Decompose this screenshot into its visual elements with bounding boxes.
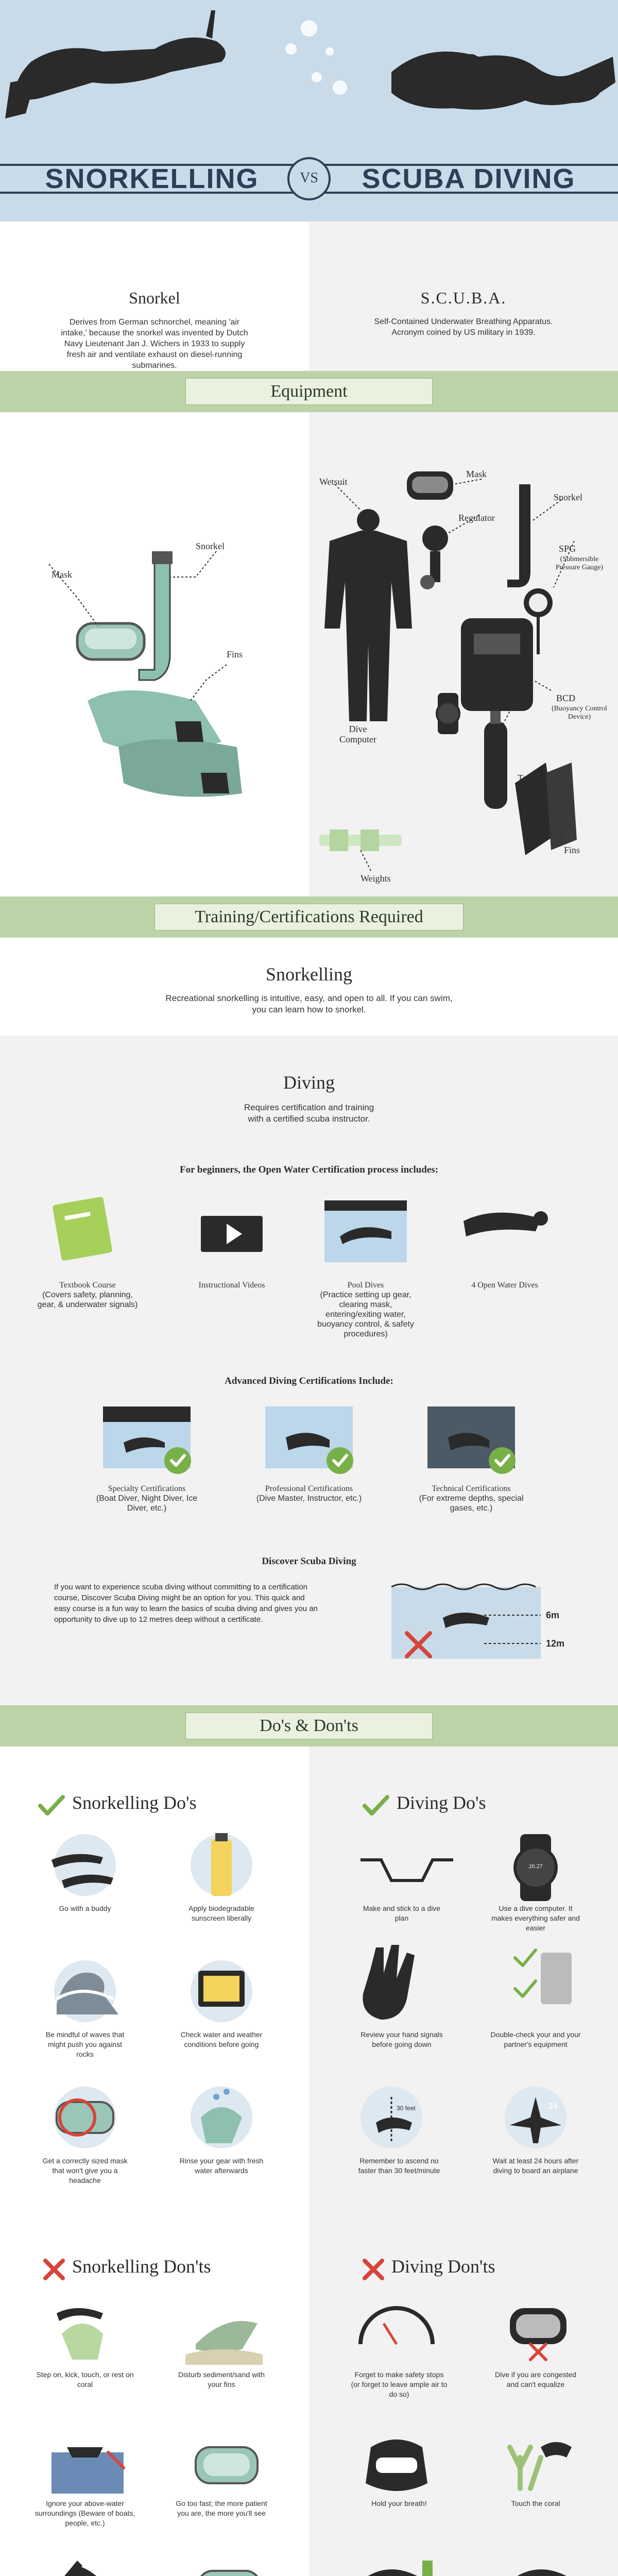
snorkel-donts-title: Snorkelling Don'ts xyxy=(72,2256,211,2277)
training-banner xyxy=(0,896,618,938)
arms-swim-icon xyxy=(52,2561,118,2576)
ascent-rate-label: 30 feet xyxy=(397,2105,416,2112)
take-nothing-icon xyxy=(510,2569,576,2576)
step-2-label: Instructional Videos xyxy=(198,1281,265,1290)
bcd-sub-label: (Buoyancy Control Device) xyxy=(552,705,607,721)
wait-hours-label: 24 xyxy=(548,2102,558,2111)
diving-dos-title: Diving Do's xyxy=(397,1792,486,1813)
bcd-label: BCD xyxy=(556,693,576,703)
adv-2-label: Professional Certifications xyxy=(265,1484,353,1493)
snorkel-dont-3: Ignore your above-water surroundings (Beware of boats, people, etc.) xyxy=(35,2499,135,2527)
diving-do-4: Double-check your and your partner's equipment xyxy=(490,2030,581,2048)
snorkel-dont-1: Step on, kick, touch, or rest on coral xyxy=(36,2370,134,2388)
scuba-mask-icon xyxy=(407,471,453,500)
adv-3-sub: (For extreme depths, special gases, etc.) xyxy=(419,1494,524,1513)
depth-diagram xyxy=(391,1571,597,1664)
title-snorkelling: SNORKELLING xyxy=(45,163,259,194)
equipment-section xyxy=(0,412,618,896)
snorkel-dont-2: Disturb sediment/sand with your fins xyxy=(178,2370,265,2388)
hand-signal-icon xyxy=(363,1945,415,2020)
snorkel-icon xyxy=(139,551,173,680)
congested-mask-icon xyxy=(510,2308,566,2360)
discover-heading: Discover Scuba Diving xyxy=(262,1556,356,1567)
snorkel-do-1: Go with a buddy xyxy=(59,1904,111,1912)
training-diving-section xyxy=(0,1036,618,1705)
ascend-icon xyxy=(360,2087,422,2148)
rinse-gear-icon xyxy=(191,2087,252,2148)
adv-3-label: Technical Certifications xyxy=(432,1484,511,1493)
equipment-heading: Equipment xyxy=(270,382,348,401)
snorkel-definition: Derives from German schnorchel, meaning 'air intake,' because the snorkel was invented by Dutch Navy Lieutenant Jan J. Wichers in 1933 to supply fresh air and ventilate exhaust on diesel-running submarines. xyxy=(61,318,248,370)
weather-icon xyxy=(191,1960,252,2022)
dive-computer-label: Dive Computer xyxy=(339,724,376,744)
boat-icon xyxy=(52,2447,124,2494)
equipment-banner xyxy=(0,371,618,412)
advanced-heading: Advanced Diving Certifications Include: xyxy=(225,1376,393,1386)
step-4 xyxy=(453,1280,556,1290)
scuba-snorkel-icon xyxy=(507,484,530,587)
coral-step-icon xyxy=(57,2308,103,2360)
diving-dont-3: Hold your breath! xyxy=(371,2499,427,2507)
weights-label: Weights xyxy=(360,873,391,884)
diving-dont-1: Forget to make safety stops (or forget to leave ample air to do so) xyxy=(351,2370,448,2398)
diving-donts-x-icon xyxy=(360,2257,386,2282)
sediment-icon xyxy=(185,2321,263,2365)
title-scuba-diving: SCUBA DIVING xyxy=(362,163,576,194)
steps-icons xyxy=(0,1190,618,1273)
textbook-icon xyxy=(52,1196,113,1261)
title-vs: VS xyxy=(300,170,318,186)
diving-donts-title: Diving Don'ts xyxy=(391,2256,495,2277)
pool-dive-icon xyxy=(324,1200,407,1262)
dos-donts-banner xyxy=(0,1705,618,1747)
snorkel-dos-title: Snorkelling Do's xyxy=(72,1792,197,1813)
diving-do-2: Use a dive computer. It makes everything safer and easier xyxy=(491,1904,580,1932)
bcd-icon xyxy=(461,618,533,711)
tank-icon xyxy=(484,711,507,809)
intro-section xyxy=(0,222,618,371)
mask-icon xyxy=(77,623,144,659)
scuba-title: S.C.U.B.A. xyxy=(420,289,507,307)
waves-icon xyxy=(54,1960,118,2022)
diving-do-1: Make and stick to a dive plan xyxy=(363,1904,441,1922)
airplane-icon xyxy=(505,2087,566,2148)
diving-dos-check-icon xyxy=(360,1793,391,1819)
buddy-icon xyxy=(52,1834,116,1896)
adv-2 xyxy=(255,1484,363,1503)
go-slow-mask-icon xyxy=(196,2447,258,2483)
scuba-diver-silhouette xyxy=(391,52,615,110)
snorkel-mask-label: Mask xyxy=(52,569,72,580)
scuba-mask-label: Mask xyxy=(466,469,487,479)
step-1-label: Textbook Course xyxy=(59,1281,116,1290)
donts-icons xyxy=(0,2293,618,2576)
snorkel-do-3: Be mindful of waves that might push you against rocks xyxy=(45,2030,125,2058)
adv-3 xyxy=(417,1484,525,1513)
video-play-icon xyxy=(201,1216,263,1252)
checklist-icon xyxy=(515,1950,572,2004)
training-heading: Training/Certifications Required xyxy=(195,907,423,926)
step-3 xyxy=(314,1280,417,1339)
diving-do-6: Wait at least 24 hours after diving to board an airplane xyxy=(492,2157,579,2175)
adv-1-label: Specialty Certifications xyxy=(108,1484,186,1493)
tank-label-visible: Tank xyxy=(518,773,536,783)
dive-computer-reading: 20.27 xyxy=(528,1862,543,1870)
beginners-heading: For beginners, the Open Water Certification process includes: xyxy=(179,1164,439,1175)
training-snorkel-section xyxy=(0,938,618,1036)
snorkel-donts-x-icon xyxy=(41,2257,67,2282)
snorkeler-silhouette xyxy=(5,10,226,118)
regulator-icon xyxy=(420,526,448,589)
snorkel-do-6: Rinse your gear with fresh water afterwards xyxy=(179,2157,264,2175)
scuba-fins-label: Fins xyxy=(564,845,580,855)
snorkel-do-4: Check water and weather conditions before going xyxy=(180,2030,263,2048)
snorkel-dont-4: Go too fast; the more patient you are, the more you'll see xyxy=(176,2499,267,2517)
diving-do-3: Review your hand signals before going down xyxy=(360,2030,443,2048)
advanced-icons xyxy=(0,1396,618,1479)
header xyxy=(0,0,618,222)
hold-breath-icon xyxy=(366,2439,427,2491)
dive-plan-icon xyxy=(360,1860,453,1880)
equalize-icon xyxy=(198,2571,260,2576)
fins-icon xyxy=(88,690,242,797)
step-1 xyxy=(36,1280,139,1310)
dive-computer-icon xyxy=(437,693,459,734)
dos-donts-section xyxy=(0,1747,618,2576)
spg-label: SPG xyxy=(559,544,576,554)
spg-sub-label: (Submersible Pressure Gauge) xyxy=(555,555,604,571)
step-4-label: 4 Open Water Dives xyxy=(471,1281,538,1290)
technical-cert-icon xyxy=(427,1406,516,1474)
step-3-label: Pool Dives xyxy=(347,1281,384,1290)
step-1-sub: (Covers safety, planning, gear, & underwater signals) xyxy=(37,1291,138,1309)
training-snorkel-text-1: Recreational snorkelling is intuitive, easy, and open to all. If you can swim, xyxy=(165,993,453,1003)
touch-coral-icon xyxy=(510,2442,572,2488)
adv-1 xyxy=(93,1484,201,1513)
adv-2-sub: (Dive Master, Instructor, etc.) xyxy=(256,1494,362,1503)
step-2 xyxy=(185,1280,278,1290)
training-diving-text-1: Requires certification and training xyxy=(244,1103,374,1112)
discover-text: If you want to experience scuba diving without committing to a certification course, Discover Scuba Diving might be an option for you. This quick and easy course is a fun way to learn the basics of scuba diving and gives you an opportunity to dive up to 12 metres deep without a certificate. xyxy=(54,1583,318,1624)
scuba-snorkel-label: Snorkel xyxy=(554,492,582,502)
gauge-icon xyxy=(360,2308,433,2344)
snorkel-title: Snorkel xyxy=(129,289,180,307)
equipment-illustration xyxy=(0,412,618,896)
weights-icon xyxy=(319,829,402,851)
wetsuit-label: Wetsuit xyxy=(319,477,348,487)
diving-dont-2: Dive if you are congested and can't equalize xyxy=(495,2370,576,2388)
adv-1-sub: (Boat Diver, Night Diver, Ice Diver, etc.) xyxy=(96,1494,198,1513)
snorkel-do-5: Get a correctly sized mask that won't give you a headache xyxy=(42,2157,128,2184)
correct-mask-icon xyxy=(54,2087,116,2148)
training-snorkel-title: Snorkelling xyxy=(266,964,352,985)
training-diving-title: Diving xyxy=(283,1072,335,1093)
sunscreen-icon xyxy=(191,1833,252,1896)
regulator-label: Regulator xyxy=(458,513,495,523)
professional-cert-icon xyxy=(265,1406,353,1474)
training-diving-text-2: with a certified scuba instructor. xyxy=(248,1114,370,1124)
step-3-sub: (Practice setting up gear, clearing mask, entering/exiting water, buoyancy control, & safety procedures) xyxy=(317,1291,414,1338)
diving-do-5: Remember to ascend no faster than 30 feet/minute xyxy=(358,2157,440,2175)
depth-12m: 12m xyxy=(546,1638,565,1649)
scuba-definition-1: Self-Contained Underwater Breathing Apparatus. xyxy=(374,317,553,326)
snorkel-snorkel-label: Snorkel xyxy=(196,541,225,551)
dos-icons xyxy=(0,1829,618,2205)
training-snorkel-text-2: you can learn how to snorkel. xyxy=(252,1005,366,1014)
depth-6m: 6m xyxy=(546,1610,560,1620)
snorkel-fins-label: Fins xyxy=(227,649,243,659)
diving-dont-4: Touch the coral xyxy=(511,2499,560,2507)
dos-donts-heading: Do's & Don'ts xyxy=(260,1716,358,1735)
snorkel-do-2: Apply biodegradable sunscreen liberally xyxy=(188,1904,254,1922)
specialty-cert-icon xyxy=(103,1406,191,1474)
open-water-dive-icon xyxy=(464,1211,548,1236)
scuba-definition-2: Acronym coined by US military in 1939. xyxy=(391,328,536,337)
snorkel-dos-check-icon xyxy=(36,1793,67,1819)
drink-dive-icon xyxy=(360,2561,433,2576)
wetsuit-icon xyxy=(324,509,412,721)
